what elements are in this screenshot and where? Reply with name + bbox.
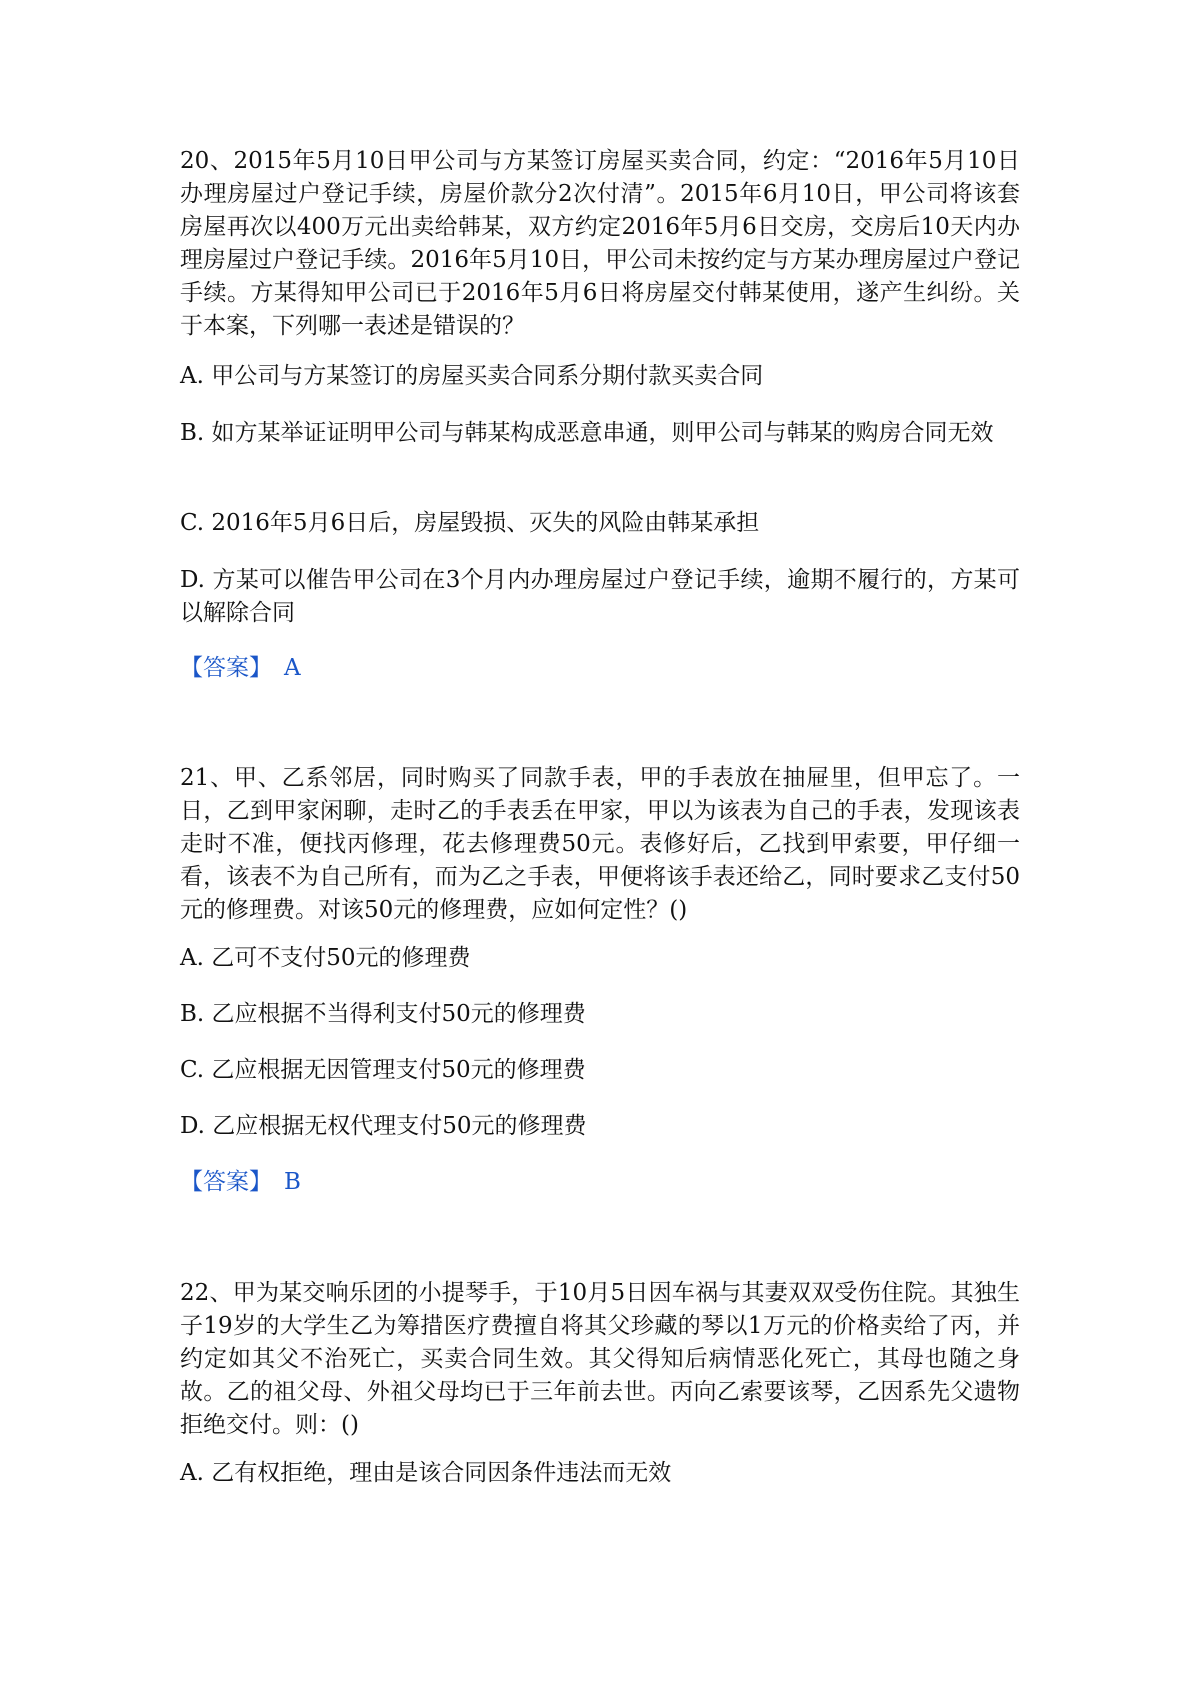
question-20-option-a: A. 甲公司与方某签订的房屋买卖合同系分期付款买卖合同: [180, 363, 764, 389]
answer-label: 【答案】: [180, 655, 272, 681]
question-20-answer: [180, 652, 1020, 685]
question-20-option-b: B. 如方某举证证明甲公司与韩某构成恶意串通，则甲公司与韩某的购房合同无效: [180, 420, 994, 446]
question-21-option-a: A. 乙可不支付50元的修理费: [180, 945, 471, 971]
answer-value: B: [284, 1169, 301, 1195]
question-22-option-a: A. 乙有权拒绝，理由是该合同因条件违法而无效: [180, 1460, 672, 1486]
answer-label: 【答案】: [180, 1169, 272, 1195]
question-20-option-c: C. 2016年5月6日后，房屋毁损、灭失的风险由韩某承担: [180, 510, 760, 536]
question-22-stem: 22、甲为某交响乐团的小提琴手，于10月5日因车祸与其妻双双受伤住院。其独生子19岁的大学生乙为筹措医疗费擅自将其父珍藏的琴以1万元的价格卖给了丙，并约定如其父不治死亡，买卖合同生效。其父得知后病情恶化死亡，其母也随之身故。乙的祖父母、外祖父母均已于三年前去世。丙向乙索要该琴，乙因系先父遗物拒绝交付。则：(): [180, 1280, 1020, 1438]
question-21-option-c: C. 乙应根据无因管理支付50元的修理费: [180, 1057, 586, 1083]
question-21-option-d: D. 乙应根据无权代理支付50元的修理费: [180, 1113, 587, 1139]
question-21-option-b: B. 乙应根据不当得利支付50元的修理费: [180, 1001, 586, 1027]
question-20-stem: 20、2015年5月10日甲公司与方某签订房屋买卖合同，约定：“2016年5月10日办理房屋过户登记手续，房屋价款分2次付清”。2015年6月10日，甲公司将该套房屋再次以400万元出卖给韩某，双方约定2016年5月6日交房，交房后10天内办理房屋过户登记手续。2016年5月10日，甲公司未按约定与方某办理房屋过户登记手续。方某得知甲公司已于2016年5月6日将房屋交付韩某使用，遂产生纠纷。关于本案，下列哪一表述是错误的？: [180, 148, 1020, 339]
answer-value: A: [284, 655, 301, 681]
question-21-stem: 21、甲、乙系邻居，同时购买了同款手表，甲的手表放在抽屉里，但甲忘了。一日，乙到甲家闲聊，走时乙的手表丢在甲家，甲以为该表为自己的手表，发现该表走时不准，便找丙修理，花去修理费50元。表修好后，乙找到甲索要，甲仔细一看，该表不为自己所有，而为乙之手表，甲便将该手表还给乙，同时要求乙支付50元的修理费。对该50元的修理费，应如何定性？(): [180, 765, 1020, 923]
question-21-answer: [180, 1166, 1020, 1199]
question-20-option-d: D. 方某可以催告甲公司在3个月内办理房屋过户登记手续，逾期不履行的，方某可以解除合同: [180, 567, 1020, 626]
